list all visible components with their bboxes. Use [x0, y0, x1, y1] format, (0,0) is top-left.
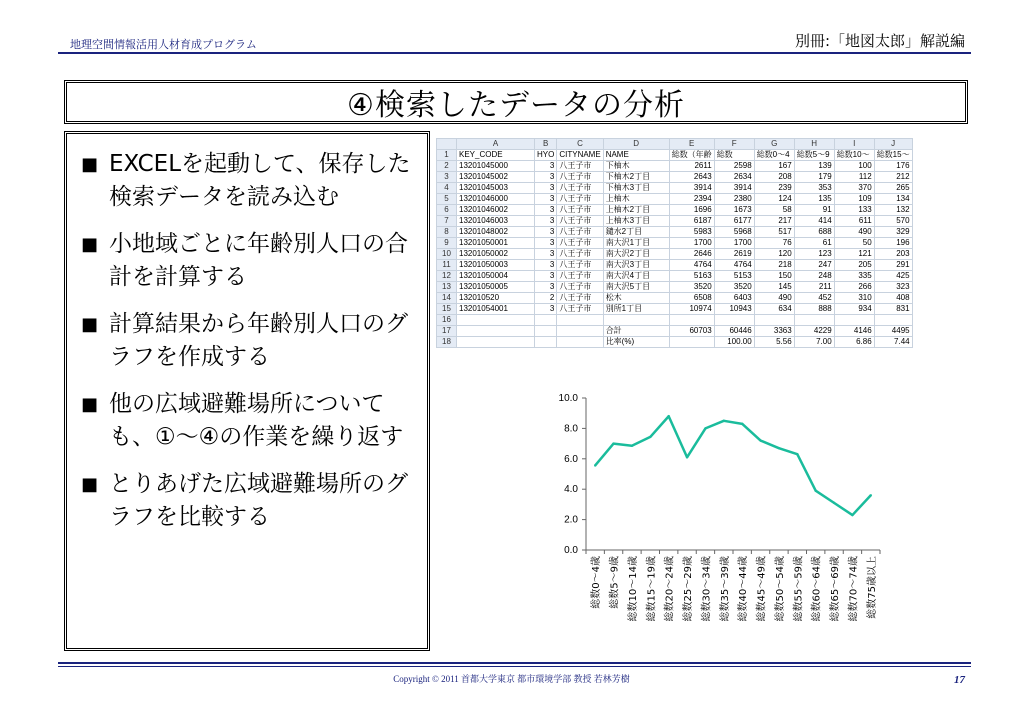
- table-cell[interactable]: 76: [754, 238, 794, 249]
- table-cell[interactable]: 132010520: [457, 293, 535, 304]
- data-point: [778, 447, 780, 449]
- data-point: [631, 445, 633, 447]
- table-cell[interactable]: 452: [794, 293, 834, 304]
- table-cell[interactable]: 6177: [714, 216, 754, 227]
- table-cell[interactable]: [557, 337, 603, 348]
- table-cell[interactable]: 下柚木2丁目: [603, 172, 669, 183]
- table-row: [437, 161, 913, 172]
- table-cell[interactable]: 5968: [714, 227, 754, 238]
- y-tick-label: 2.0: [564, 514, 578, 526]
- table-cell[interactable]: 10974: [669, 304, 714, 315]
- column-header[interactable]: E: [669, 139, 714, 150]
- data-point: [649, 436, 651, 438]
- table-cell[interactable]: 2598: [714, 161, 754, 172]
- bullet-item: [81, 468, 417, 534]
- row-number[interactable]: 4: [437, 183, 457, 194]
- table-cell[interactable]: 5153: [714, 271, 754, 282]
- table-cell[interactable]: 6403: [714, 293, 754, 304]
- table-cell[interactable]: 3: [535, 271, 557, 282]
- footer-rule: [58, 662, 971, 664]
- table-cell[interactable]: 3: [535, 249, 557, 260]
- bullet-text: 計算結果から年齢別人口のグラフを作成する: [109, 311, 408, 370]
- x-tick-label: 総数60～64歳: [811, 556, 823, 622]
- table-cell[interactable]: 353: [794, 183, 834, 194]
- table-cell[interactable]: 203: [874, 249, 912, 260]
- table-row: [437, 337, 913, 348]
- table-cell[interactable]: 13201050001: [457, 238, 535, 249]
- y-tick-label: 10.0: [558, 393, 578, 404]
- table-cell[interactable]: 八王子市: [557, 172, 603, 183]
- y-tick-label: 8.0: [564, 423, 578, 435]
- row-number[interactable]: 13: [437, 282, 457, 293]
- bullet-item: [81, 388, 417, 454]
- table-cell[interactable]: 八王子市: [557, 249, 603, 260]
- table-cell[interactable]: 205: [834, 260, 874, 271]
- table-cell[interactable]: 335: [834, 271, 874, 282]
- table-cell[interactable]: 13201050005: [457, 282, 535, 293]
- row-number[interactable]: 14: [437, 293, 457, 304]
- table-cell[interactable]: 総数（年齢: [669, 150, 714, 161]
- square-bullet-icon: ■: [81, 474, 99, 495]
- table-cell[interactable]: 239: [754, 183, 794, 194]
- bullet-text: とりあげた広域避難場所のグラフを比較する: [109, 471, 408, 530]
- table-cell[interactable]: 50: [834, 238, 874, 249]
- table-cell[interactable]: 329: [874, 227, 912, 238]
- table-cell[interactable]: 3: [535, 260, 557, 271]
- row-number[interactable]: 8: [437, 227, 457, 238]
- table-cell[interactable]: 八王子市: [557, 304, 603, 315]
- x-tick-label: 総数70～74歳: [848, 556, 860, 622]
- data-point: [723, 420, 725, 422]
- data-point: [870, 494, 872, 496]
- table-row: [437, 183, 913, 194]
- square-bullet-icon: ■: [81, 394, 99, 415]
- table-cell[interactable]: 58: [754, 205, 794, 216]
- table-cell[interactable]: 八王子市: [557, 260, 603, 271]
- table-cell[interactable]: 831: [874, 304, 912, 315]
- table-cell[interactable]: 60703: [669, 326, 714, 337]
- column-header[interactable]: D: [603, 139, 669, 150]
- table-cell[interactable]: [535, 326, 557, 337]
- table-cell[interactable]: 145: [754, 282, 794, 293]
- data-point: [704, 427, 706, 429]
- table-cell[interactable]: 248: [794, 271, 834, 282]
- table-cell[interactable]: 13201046002: [457, 205, 535, 216]
- table-cell[interactable]: 490: [834, 227, 874, 238]
- x-tick-label: 総数25～29歳: [683, 556, 695, 622]
- table-cell[interactable]: 132: [874, 205, 912, 216]
- row-number[interactable]: 10: [437, 249, 457, 260]
- table-cell[interactable]: 425: [874, 271, 912, 282]
- table-cell[interactable]: 60446: [714, 326, 754, 337]
- table-cell[interactable]: 3: [535, 172, 557, 183]
- row-number[interactable]: 15: [437, 304, 457, 315]
- table-cell[interactable]: 570: [874, 216, 912, 227]
- y-tick-label: 6.0: [564, 453, 578, 465]
- row-number[interactable]: 3: [437, 172, 457, 183]
- table-cell[interactable]: 合計: [603, 326, 669, 337]
- table-cell[interactable]: 総数: [714, 150, 754, 161]
- y-tick-label: 4.0: [564, 484, 578, 496]
- row-number[interactable]: 1: [437, 150, 457, 161]
- table-cell[interactable]: 123: [794, 249, 834, 260]
- column-header[interactable]: G: [754, 139, 794, 150]
- table-cell[interactable]: 2380: [714, 194, 754, 205]
- table-cell[interactable]: 6.86: [834, 337, 874, 348]
- table-cell[interactable]: [457, 315, 535, 326]
- table-cell[interactable]: 179: [794, 172, 834, 183]
- table-cell[interactable]: 5.56: [754, 337, 794, 348]
- column-header-row: [437, 139, 913, 150]
- table-cell[interactable]: [874, 315, 912, 326]
- table-cell[interactable]: 八王子市: [557, 205, 603, 216]
- table-cell[interactable]: 鑓水2丁目: [603, 227, 669, 238]
- table-cell[interactable]: 265: [874, 183, 912, 194]
- table-cell[interactable]: 南大沢1丁目: [603, 238, 669, 249]
- table-row: [437, 172, 913, 183]
- table-cell[interactable]: HYO: [535, 150, 557, 161]
- table-cell[interactable]: 13201050002: [457, 249, 535, 260]
- table-row: [437, 227, 913, 238]
- age-ratio-line-chart: [540, 388, 890, 650]
- table-cell[interactable]: 3: [535, 282, 557, 293]
- table-cell[interactable]: 3: [535, 227, 557, 238]
- table-cell[interactable]: 135: [794, 194, 834, 205]
- x-tick-label: 総数75歳以上: [866, 556, 878, 619]
- table-cell[interactable]: 南大沢3丁目: [603, 260, 669, 271]
- table-cell[interactable]: 2394: [669, 194, 714, 205]
- bullet-text: 小地域ごとに年齢別人口の合計を計算する: [109, 231, 408, 290]
- square-bullet-icon: ■: [81, 154, 99, 175]
- table-row: [437, 216, 913, 227]
- table-cell[interactable]: CITYNAME: [557, 150, 603, 161]
- table-cell[interactable]: 八王子市: [557, 238, 603, 249]
- table-cell[interactable]: 3914: [714, 183, 754, 194]
- data-point: [796, 453, 798, 455]
- table-cell[interactable]: 4495: [874, 326, 912, 337]
- table-row: [437, 326, 913, 337]
- column-header[interactable]: J: [874, 139, 912, 150]
- square-bullet-icon: ■: [81, 314, 99, 335]
- table-cell[interactable]: 八王子市: [557, 227, 603, 238]
- table-row: [437, 282, 913, 293]
- table-cell[interactable]: 3: [535, 161, 557, 172]
- x-tick-label: 総数45～49歳: [756, 556, 768, 622]
- table-cell[interactable]: 八王子市: [557, 282, 603, 293]
- bullet-item: [81, 308, 417, 374]
- table-cell[interactable]: [794, 315, 834, 326]
- table-cell[interactable]: 1696: [669, 205, 714, 216]
- footer-rule-thin: [58, 666, 971, 667]
- table-cell[interactable]: 1673: [714, 205, 754, 216]
- row-number[interactable]: 12: [437, 271, 457, 282]
- table-cell[interactable]: 13201045002: [457, 172, 535, 183]
- row-number[interactable]: 11: [437, 260, 457, 271]
- table-cell[interactable]: 4764: [714, 260, 754, 271]
- table-cell[interactable]: [754, 315, 794, 326]
- table-row: [437, 150, 913, 161]
- table-cell[interactable]: 3520: [714, 282, 754, 293]
- table-cell[interactable]: 634: [754, 304, 794, 315]
- table-cell[interactable]: 八王子市: [557, 216, 603, 227]
- data-point: [833, 502, 835, 504]
- column-header[interactable]: B: [535, 139, 557, 150]
- table-cell[interactable]: 120: [754, 249, 794, 260]
- data-point: [759, 439, 761, 441]
- table-row: [437, 205, 913, 216]
- table-cell[interactable]: 323: [874, 282, 912, 293]
- table-cell[interactable]: 上柚木2丁目: [603, 205, 669, 216]
- table-row: [437, 194, 913, 205]
- table-cell[interactable]: 888: [794, 304, 834, 315]
- table-cell[interactable]: [457, 337, 535, 348]
- table-cell[interactable]: 4229: [794, 326, 834, 337]
- table-cell[interactable]: 134: [874, 194, 912, 205]
- table-cell[interactable]: 208: [754, 172, 794, 183]
- bullet-item: [81, 148, 417, 214]
- table-cell[interactable]: [535, 315, 557, 326]
- table-cell[interactable]: 上柚木3丁目: [603, 216, 669, 227]
- table-cell[interactable]: 13201046000: [457, 194, 535, 205]
- table-cell[interactable]: 4764: [669, 260, 714, 271]
- table-cell[interactable]: 八王子市: [557, 183, 603, 194]
- table-cell[interactable]: 124: [754, 194, 794, 205]
- select-all-corner[interactable]: [437, 139, 457, 150]
- column-header[interactable]: C: [557, 139, 603, 150]
- data-point: [851, 514, 853, 516]
- header-rule: [58, 52, 971, 54]
- table-cell[interactable]: 3: [535, 205, 557, 216]
- table-cell[interactable]: 2646: [669, 249, 714, 260]
- table-cell[interactable]: 3: [535, 304, 557, 315]
- x-tick-label: 総数55～59歳: [793, 556, 805, 622]
- table-cell[interactable]: 414: [794, 216, 834, 227]
- table-row: [437, 304, 913, 315]
- row-number[interactable]: 2: [437, 161, 457, 172]
- data-point: [741, 423, 743, 425]
- table-cell[interactable]: 100.00: [714, 337, 754, 348]
- square-bullet-icon: ■: [81, 234, 99, 255]
- table-cell[interactable]: 7.44: [874, 337, 912, 348]
- bullet-text: 他の広域避難場所についても、①～④の作業を繰り返す: [109, 391, 404, 450]
- table-cell[interactable]: 13201050004: [457, 271, 535, 282]
- table-cell[interactable]: 139: [794, 161, 834, 172]
- table-cell[interactable]: 上柚木: [603, 194, 669, 205]
- table-cell[interactable]: 310: [834, 293, 874, 304]
- bullet-text: EXCELを起動して、保存した検索データを読み込む: [109, 151, 411, 210]
- table-cell[interactable]: [557, 315, 603, 326]
- column-header[interactable]: I: [834, 139, 874, 150]
- table-cell[interactable]: 総数15～: [874, 150, 912, 161]
- table-cell[interactable]: 4146: [834, 326, 874, 337]
- header-volume-title: 別冊:「地図太郎」解説編: [794, 32, 965, 50]
- table-cell[interactable]: 112: [834, 172, 874, 183]
- table-cell[interactable]: 2: [535, 293, 557, 304]
- table-cell[interactable]: 2619: [714, 249, 754, 260]
- column-header[interactable]: H: [794, 139, 834, 150]
- x-tick-label: 総数65～69歳: [830, 556, 842, 622]
- table-cell[interactable]: 13201050003: [457, 260, 535, 271]
- row-number[interactable]: 9: [437, 238, 457, 249]
- table-cell[interactable]: 南大沢5丁目: [603, 282, 669, 293]
- table-cell[interactable]: 212: [874, 172, 912, 183]
- table-cell[interactable]: 八王子市: [557, 194, 603, 205]
- table-cell[interactable]: 南大沢4丁目: [603, 271, 669, 282]
- header-program-name: 地理空間情報活用人材育成プログラム: [70, 38, 257, 51]
- table-cell[interactable]: 13201048002: [457, 227, 535, 238]
- data-point: [667, 415, 669, 417]
- row-number[interactable]: 5: [437, 194, 457, 205]
- table-cell[interactable]: 2634: [714, 172, 754, 183]
- table-cell[interactable]: 5163: [669, 271, 714, 282]
- table-row: [437, 271, 913, 282]
- column-header[interactable]: A: [457, 139, 535, 150]
- table-cell[interactable]: 490: [754, 293, 794, 304]
- x-tick-label: 総数35～39歳: [719, 556, 731, 622]
- table-cell[interactable]: [457, 326, 535, 337]
- table-cell[interactable]: 150: [754, 271, 794, 282]
- table-cell[interactable]: 109: [834, 194, 874, 205]
- copyright-text: Copyright © 2011 首都大学東京 都市環境学部 教授 若林芳樹: [393, 674, 630, 684]
- table-row: [437, 260, 913, 271]
- table-cell[interactable]: 13201054001: [457, 304, 535, 315]
- table-cell[interactable]: 別所1丁目: [603, 304, 669, 315]
- table-cell[interactable]: 2643: [669, 172, 714, 183]
- data-point: [612, 442, 614, 444]
- table-cell[interactable]: [535, 337, 557, 348]
- bullet-item: [81, 228, 417, 294]
- table-cell[interactable]: 八王子市: [557, 161, 603, 172]
- x-tick-label: 総数0～4歳: [591, 556, 603, 609]
- y-tick-label: 0.0: [564, 545, 578, 556]
- table-cell[interactable]: 133: [834, 205, 874, 216]
- table-cell[interactable]: 3: [535, 183, 557, 194]
- table-cell[interactable]: 211: [794, 282, 834, 293]
- title-frame: [64, 80, 968, 124]
- table-cell[interactable]: 100: [834, 161, 874, 172]
- table-cell[interactable]: 総数5～9: [794, 150, 834, 161]
- table-cell[interactable]: 1700: [669, 238, 714, 249]
- spreadsheet-table: [436, 138, 913, 348]
- table-cell[interactable]: 総数0～4: [754, 150, 794, 161]
- table-cell[interactable]: 6508: [669, 293, 714, 304]
- table-cell[interactable]: 217: [754, 216, 794, 227]
- row-number[interactable]: 17: [437, 326, 457, 337]
- table-cell[interactable]: [834, 315, 874, 326]
- x-tick-label: 総数40～44歳: [738, 556, 750, 622]
- table-cell[interactable]: 266: [834, 282, 874, 293]
- row-number[interactable]: 16: [437, 315, 457, 326]
- table-cell[interactable]: 3914: [669, 183, 714, 194]
- table-row: [437, 293, 913, 304]
- table-cell[interactable]: 下柚木: [603, 161, 669, 172]
- table-cell[interactable]: 3: [535, 194, 557, 205]
- table-cell[interactable]: 南大沢2丁目: [603, 249, 669, 260]
- table-cell[interactable]: [669, 337, 714, 348]
- x-tick-label: 総数20～24歳: [664, 556, 676, 622]
- table-cell[interactable]: 3520: [669, 282, 714, 293]
- table-cell[interactable]: 13201045000: [457, 161, 535, 172]
- table-cell[interactable]: 176: [874, 161, 912, 172]
- row-number[interactable]: 18: [437, 337, 457, 348]
- table-cell[interactable]: 1700: [714, 238, 754, 249]
- table-cell[interactable]: [603, 315, 669, 326]
- table-row: [437, 249, 913, 260]
- table-cell[interactable]: 91: [794, 205, 834, 216]
- table-cell[interactable]: 196: [874, 238, 912, 249]
- data-point: [814, 490, 816, 492]
- table-cell[interactable]: 3363: [754, 326, 794, 337]
- slide-title: ④検索したデータの分析: [347, 88, 685, 123]
- table-cell[interactable]: 167: [754, 161, 794, 172]
- table-cell[interactable]: 総数10～: [834, 150, 874, 161]
- table-cell[interactable]: 下柚木3丁目: [603, 183, 669, 194]
- data-point: [594, 464, 596, 466]
- row-number[interactable]: 6: [437, 205, 457, 216]
- table-cell[interactable]: 611: [834, 216, 874, 227]
- table-cell[interactable]: 370: [834, 183, 874, 194]
- row-number[interactable]: 7: [437, 216, 457, 227]
- data-point: [686, 456, 688, 458]
- column-header[interactable]: F: [714, 139, 754, 150]
- table-cell[interactable]: 2611: [669, 161, 714, 172]
- table-cell[interactable]: 八王子市: [557, 293, 603, 304]
- x-tick-label: 総数5～9歳: [609, 556, 621, 609]
- table-cell[interactable]: 121: [834, 249, 874, 260]
- table-cell[interactable]: 6187: [669, 216, 714, 227]
- table-row: [437, 238, 913, 249]
- table-cell[interactable]: KEY_CODE: [457, 150, 535, 161]
- table-cell[interactable]: [557, 326, 603, 337]
- table-cell[interactable]: 松木: [603, 293, 669, 304]
- table-cell[interactable]: 934: [834, 304, 874, 315]
- bullet-list: [64, 131, 430, 651]
- x-tick-label: 総数30～34歳: [701, 556, 713, 622]
- table-cell[interactable]: 3: [535, 238, 557, 249]
- table-row: [437, 315, 913, 326]
- table-cell[interactable]: 408: [874, 293, 912, 304]
- table-cell[interactable]: 7.00: [794, 337, 834, 348]
- table-cell[interactable]: 八王子市: [557, 271, 603, 282]
- table-cell[interactable]: NAME: [603, 150, 669, 161]
- table-cell[interactable]: 5983: [669, 227, 714, 238]
- table-cell[interactable]: 13201046003: [457, 216, 535, 227]
- series-line: [595, 416, 871, 515]
- table-cell[interactable]: 688: [794, 227, 834, 238]
- page-number: 17: [954, 674, 965, 686]
- x-tick-label: 総数15～19歳: [646, 556, 658, 622]
- table-cell[interactable]: 247: [794, 260, 834, 271]
- table-cell[interactable]: 10943: [714, 304, 754, 315]
- table-cell[interactable]: 13201045003: [457, 183, 535, 194]
- table-cell[interactable]: 517: [754, 227, 794, 238]
- x-tick-label: 総数10～14歳: [627, 556, 639, 622]
- x-tick-label: 総数50～54歳: [774, 556, 786, 622]
- table-cell[interactable]: 比率(%): [603, 337, 669, 348]
- table-cell[interactable]: [714, 315, 754, 326]
- table-cell[interactable]: 3: [535, 216, 557, 227]
- table-cell[interactable]: 61: [794, 238, 834, 249]
- table-cell[interactable]: [669, 315, 714, 326]
- table-cell[interactable]: 291: [874, 260, 912, 271]
- table-cell[interactable]: 218: [754, 260, 794, 271]
